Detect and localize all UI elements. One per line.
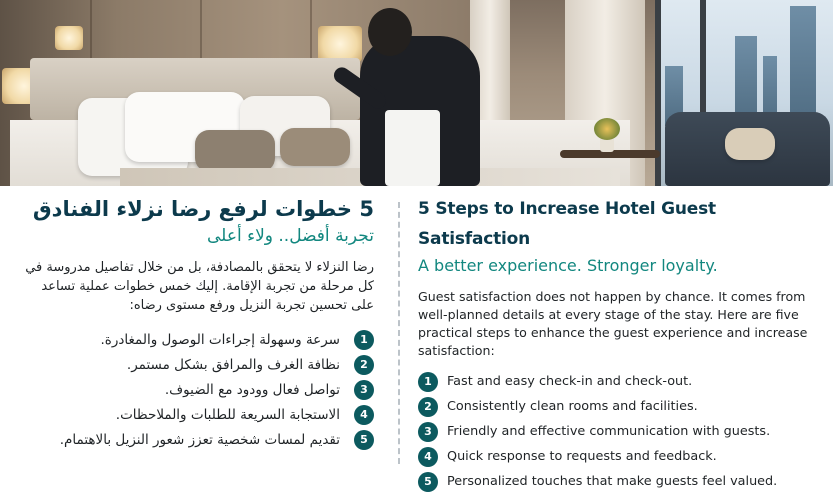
step-number-badge: 3: [354, 380, 374, 400]
step-number-badge: 5: [354, 430, 374, 450]
arabic-intro: رضا النزلاء لا يتحقق بالمصادفة، بل من خلال تفاصيل مدروسة في كل مرحلة من تجربة الإقامة. إليك خمس خطوات عملية تساعد على تحسين تجربة النزيل ورفع مستوى رضاه:: [25, 260, 374, 313]
list-item: [18, 377, 374, 402]
window-frame: [655, 0, 661, 186]
list-item: [418, 369, 828, 394]
step-text: سرعة وسهولة إجراءات الوصول والمغادرة.: [100, 331, 340, 348]
step-number-badge: 1: [354, 330, 374, 350]
step-number-badge: 5: [418, 472, 438, 492]
step-number-badge: 1: [418, 372, 438, 392]
arabic-steps-list: [18, 327, 374, 452]
column-divider: [398, 202, 400, 464]
cushion: [195, 130, 275, 172]
list-item: [418, 444, 828, 469]
list-item: [18, 327, 374, 352]
list-item: [18, 427, 374, 452]
list-item: [418, 469, 828, 494]
step-number-badge: 3: [418, 422, 438, 442]
arabic-title: 5 خطوات لرفع رضا نزلاء الفنادق: [32, 197, 374, 221]
step-text: Consistently clean rooms and facilities.: [447, 399, 698, 414]
list-item: [418, 394, 828, 419]
housekeeper-apron: [385, 110, 440, 186]
english-steps-list: [418, 369, 828, 494]
lamp: [318, 26, 362, 62]
arabic-subtitle: تجربة أفضل.. ولاء أعلى: [207, 226, 374, 246]
english-intro: Guest satisfaction does not happen by chance. It comes from well-planned details at every stage of the stay. Here are five practical steps to enhance the guest experience and increase satisfaction:: [418, 289, 808, 358]
hotel-room-photo: [0, 0, 833, 186]
step-text: الاستجابة السريعة للطلبات والملاحظات.: [115, 406, 340, 423]
english-column: [418, 194, 828, 489]
english-title: 5 Steps to Increase Hotel Guest Satisfaction: [418, 199, 716, 249]
building: [790, 6, 816, 126]
housekeeper-head: [368, 8, 412, 56]
step-text: تواصل فعال وودود مع الضيوف.: [164, 381, 340, 398]
lamp: [55, 26, 83, 50]
step-number-badge: 4: [354, 405, 374, 425]
list-item: [418, 419, 828, 444]
step-text: نظافة الغرف والمرافق بشكل مستمر.: [126, 356, 340, 373]
step-number-badge: 4: [418, 447, 438, 467]
step-text: تقديم لمسات شخصية تعزز شعور النزيل بالاهتمام.: [59, 431, 340, 448]
step-text: Quick response to requests and feedback.: [447, 449, 717, 464]
flower-plant: [594, 118, 620, 140]
step-text: Friendly and effective communication with guests.: [447, 424, 771, 439]
step-number-badge: 2: [354, 355, 374, 375]
list-item: [18, 402, 374, 427]
english-subtitle: A better experience. Stronger loyalty.: [418, 256, 718, 275]
list-item: [18, 352, 374, 377]
step-text: Fast and easy check-in and check-out.: [447, 374, 693, 389]
cushion: [725, 128, 775, 160]
step-number-badge: 2: [418, 397, 438, 417]
cushion: [280, 128, 350, 166]
step-text: Personalized touches that make guests feel valued.: [447, 474, 778, 489]
arabic-column: [18, 194, 374, 472]
